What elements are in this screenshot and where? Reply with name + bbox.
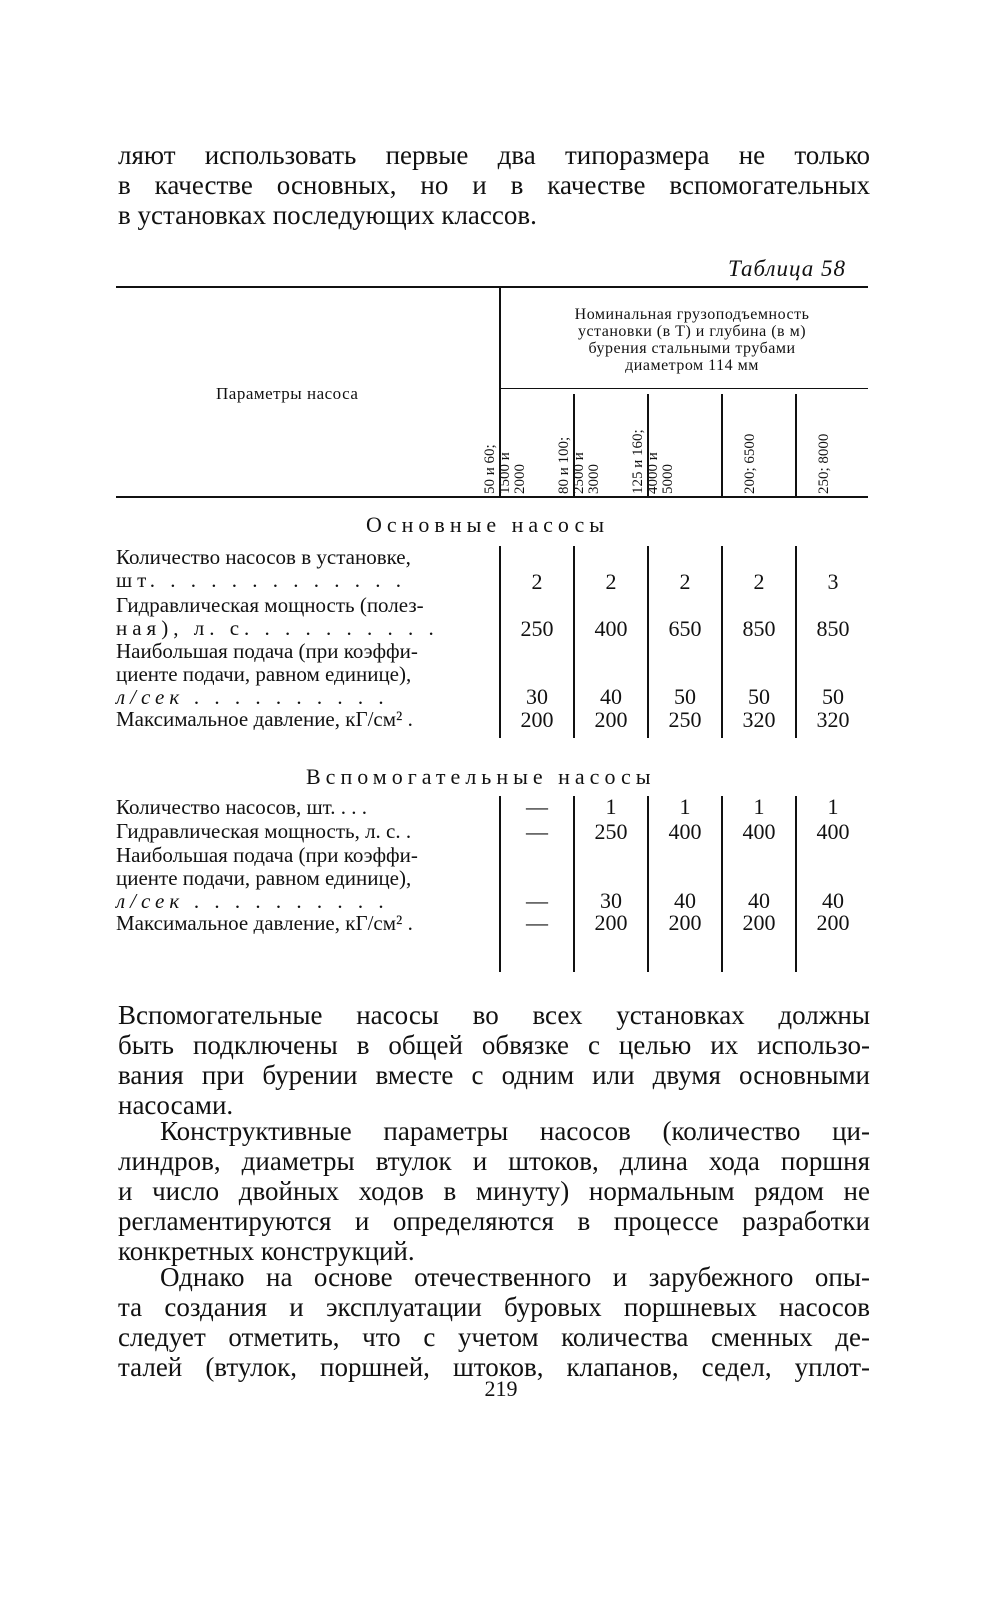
cell-value: — <box>526 794 548 819</box>
row-label: Наибольшая подача (при коэффи- циенте подачи, равном единице), л/сек . . . . . . . . . . <box>116 843 418 913</box>
body-divider <box>647 546 649 738</box>
column-header: 50 и 60; 1500 и 2000 <box>482 444 528 494</box>
row-label: Количество насосов в установке, шт. . . . . . . . . . . . . <box>116 545 411 592</box>
header-bottom-rule <box>116 496 868 498</box>
body-divider <box>499 796 501 972</box>
page-number: 219 <box>484 1376 518 1401</box>
cell-value: 30 <box>526 684 548 709</box>
body-paragraph <box>118 1262 870 1382</box>
column-header: 80 и 100; 2500 и 3000 <box>556 436 602 494</box>
text-line: следует отметить, что с учетом количества сменных де- <box>118 1322 870 1352</box>
cell-value: 30 <box>600 888 622 913</box>
text-line: ляют использовать первые два типоразмера не только <box>118 140 870 170</box>
text-line: линдров, диаметры втулок и штоков, длина хода поршня <box>118 1146 870 1176</box>
text-line: Однако на основе отечественного и зарубежного опы- <box>160 1262 870 1292</box>
body-paragraph <box>118 1116 870 1266</box>
text-line: вания при бурении вместе с одним или двумя основными <box>118 1060 870 1090</box>
cell-value: 200 <box>668 910 702 935</box>
cell-value: 40 <box>674 888 696 913</box>
column-divider <box>721 394 723 496</box>
cell-value: 2 <box>753 569 765 594</box>
cell-value: — <box>526 910 548 935</box>
header-line: бурения стальными трубами <box>588 340 796 357</box>
text-line: та создания и эксплуатации буровых поршневых насосов <box>118 1292 870 1322</box>
body-divider <box>573 546 575 738</box>
text-line: быть подключены в общей обвязке с целью их использо- <box>118 1030 870 1060</box>
cell-value: 3 <box>827 569 839 594</box>
text-line: Вспомогательные насосы во всех установках должны <box>118 1000 870 1030</box>
table-caption: Таблица 58 <box>727 256 846 281</box>
cell-value: 250 <box>668 707 702 732</box>
cell-value: 1 <box>753 794 765 819</box>
cell-value: 1 <box>679 794 691 819</box>
header-line: установки (в T) и глубина (в м) <box>577 323 807 340</box>
cell-value: 850 <box>742 616 776 641</box>
body-paragraph <box>118 1000 870 1120</box>
text-line: Конструктивные параметры насосов (количество ци- <box>160 1116 870 1146</box>
column-header: 200; 6500 <box>742 433 758 494</box>
body-divider <box>499 546 501 738</box>
cell-value: 320 <box>816 707 850 732</box>
cell-value: 2 <box>679 569 691 594</box>
cell-value: 250 <box>520 616 554 641</box>
intro-paragraph <box>118 140 870 230</box>
table-top-rule <box>116 286 868 288</box>
pump-parameters-table <box>116 286 868 976</box>
cell-value: 200 <box>594 910 628 935</box>
body-divider <box>573 796 575 972</box>
cell-value: 50 <box>674 684 696 709</box>
text-line: и число двойных ходов в минуту) нормальным рядом не <box>118 1176 870 1206</box>
body-divider <box>795 796 797 972</box>
row-label: Количество насосов, шт. . . . <box>116 795 367 819</box>
cell-value: 850 <box>816 616 850 641</box>
row-label: Гидравлическая мощность, л. с. . <box>116 819 412 843</box>
section-title: Основные насосы <box>366 512 610 537</box>
row-label: Максимальное давление, кГ/см² . <box>116 707 413 731</box>
cell-value: — <box>526 819 548 844</box>
header-inner-rule <box>500 388 868 389</box>
cell-value: 200 <box>816 910 850 935</box>
cell-value: 650 <box>668 616 702 641</box>
cell-value: 2 <box>531 569 543 594</box>
cell-value: 50 <box>822 684 844 709</box>
cell-value: 1 <box>827 794 839 819</box>
cell-value: 320 <box>742 707 776 732</box>
row-label: Максимальное давление, кГ/см² . <box>116 911 413 935</box>
header-line: Номинальная грузоподъемность <box>574 306 810 323</box>
cell-value: 400 <box>816 819 850 844</box>
text-line: конкретных конструкций. <box>118 1236 415 1266</box>
cell-value: 200 <box>520 707 554 732</box>
body-divider <box>647 796 649 972</box>
section-title: Вспомогательные насосы <box>306 764 656 789</box>
row-label: Наибольшая подача (при коэффи- циенте подачи, равном единице), л/сек . . . . . . . . . . <box>116 639 418 709</box>
row-label: Гидравлическая мощность (полез- ная), л. с. . . . . . . . . . <box>116 593 439 640</box>
cell-value: 250 <box>594 819 628 844</box>
cell-value: 40 <box>600 684 622 709</box>
body-divider <box>795 546 797 738</box>
cell-value: 400 <box>742 819 776 844</box>
cell-value: 200 <box>594 707 628 732</box>
cell-value: 400 <box>668 819 702 844</box>
cell-value: 50 <box>748 684 770 709</box>
cell-value: 200 <box>742 910 776 935</box>
header-line: диаметром 114 мм <box>625 357 759 374</box>
text-line: талей (втулок, поршней, штоков, клапанов, седел, уплот- <box>118 1352 870 1382</box>
param-column-header: Параметры насоса <box>216 384 359 403</box>
cell-value: 1 <box>605 794 617 819</box>
column-header: 250; 8000 <box>816 433 832 494</box>
body-divider <box>721 796 723 972</box>
text-line: в качестве основных, но и в качестве вспомогательных <box>118 170 870 200</box>
cell-value: — <box>526 888 548 913</box>
text-line: насосами. <box>118 1090 234 1120</box>
cell-value: 40 <box>748 888 770 913</box>
text-line: регламентируются и определяются в процессе разработки <box>118 1206 870 1236</box>
cell-value: 40 <box>822 888 844 913</box>
text-line: в установках последующих классов. <box>118 200 537 230</box>
body-divider <box>721 546 723 738</box>
cell-value: 400 <box>594 616 628 641</box>
cell-value: 2 <box>605 569 617 594</box>
group-column-header <box>516 306 868 374</box>
column-header: 125 и 160; 4000 и 5000 <box>630 429 676 494</box>
